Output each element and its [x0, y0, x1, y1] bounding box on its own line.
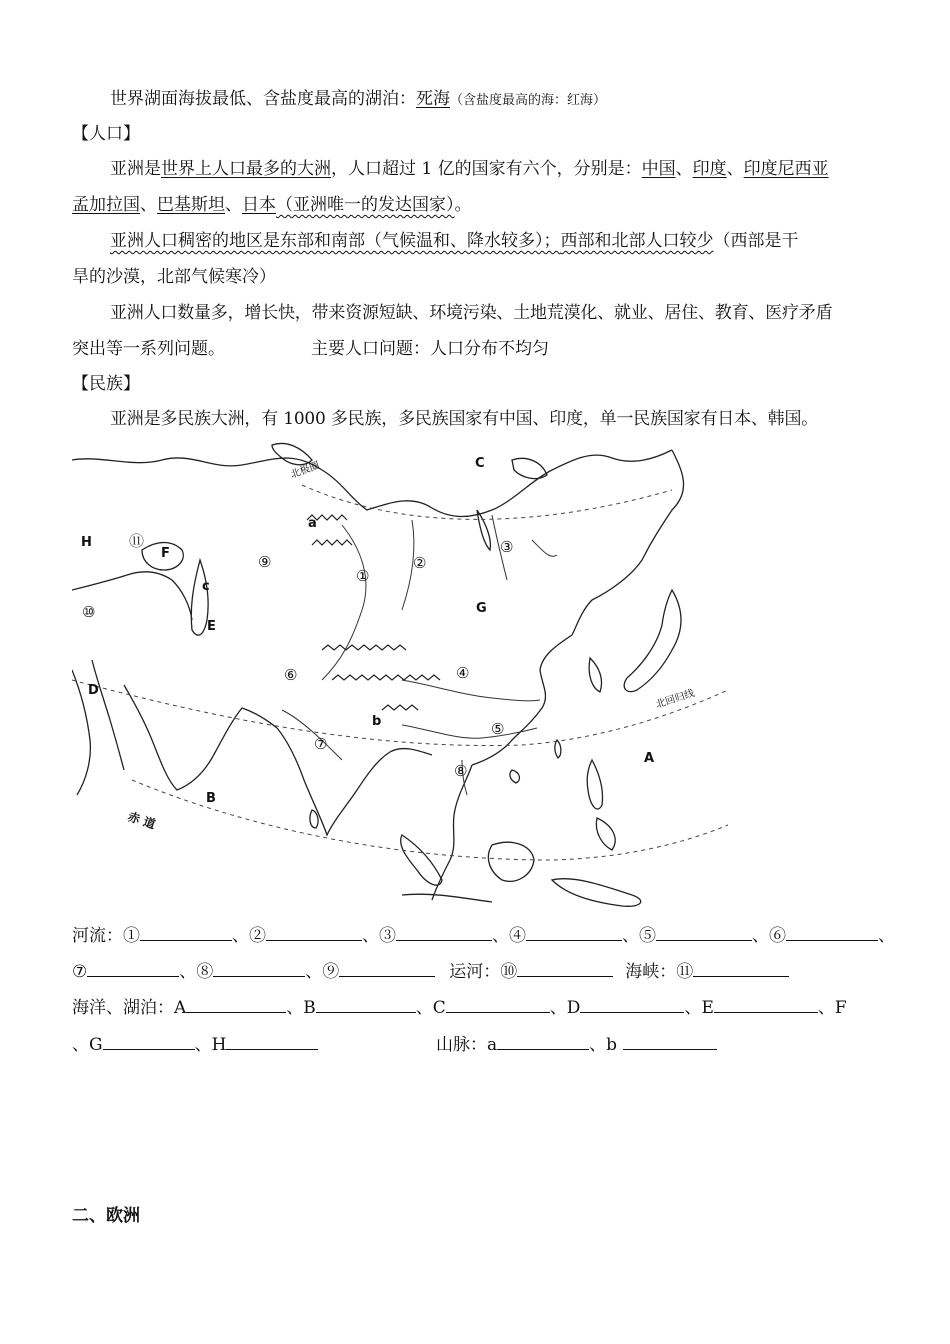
map-equator-label: 赤 道: [126, 809, 158, 832]
sea-H-letter: H: [211, 1035, 227, 1055]
p1-prefix: 亚洲是: [110, 159, 161, 179]
river-6-blank[interactable]: [786, 924, 878, 941]
population-p1-line1: [110, 158, 829, 180]
river-8-blank[interactable]: [213, 960, 305, 977]
map-label-10: ⑩: [82, 603, 96, 621]
sep: 、: [817, 998, 835, 1018]
population-p2-line2: 旱的沙漠，北部气候寒冷）: [72, 267, 276, 287]
ethnic-heading: 【民族】: [72, 374, 140, 394]
question-seas-line1: [72, 996, 847, 1019]
sep: 、: [752, 926, 769, 946]
p2-reason: （西部是干: [713, 231, 799, 251]
sep: 、: [878, 926, 895, 946]
mountain-b-blank[interactable]: [623, 1033, 717, 1050]
rivers-label: 河流：: [72, 926, 123, 946]
sea-C-letter: C: [432, 998, 446, 1018]
map-label-4: ④: [456, 664, 470, 682]
map-label-9: ⑨: [258, 553, 272, 571]
p1-japan-note: （亚洲唯一的发达国家）: [276, 195, 455, 215]
sea-A-blank[interactable]: [186, 996, 286, 1013]
sea-F-letter: F: [834, 998, 847, 1018]
p1-sep: 、: [225, 195, 242, 215]
map-label-2: ②: [413, 554, 427, 572]
lake-fact-line: [110, 88, 606, 112]
question-rivers-line1: [72, 924, 895, 947]
map-label-8: ⑧: [454, 762, 468, 780]
map-tropic-label: 北回归线: [654, 688, 696, 711]
sea-E-blank[interactable]: [714, 996, 818, 1013]
lake-fact-note: （含盐度最高的海：红海）: [450, 93, 607, 108]
river-5-num: ⑤: [639, 926, 656, 946]
strait-num: ⑪: [676, 962, 694, 982]
population-heading: 【人口】: [72, 124, 140, 144]
map-label-11: ⑪: [129, 532, 145, 550]
population-p1-line2: [72, 194, 472, 216]
strait-blank[interactable]: [693, 960, 789, 977]
mountain-a-blank[interactable]: [497, 1033, 589, 1050]
river-3-blank[interactable]: [396, 924, 492, 941]
p3-main-problem: 主要人口问题：人口分布不均匀: [311, 339, 549, 359]
seas-label: 海洋、湖泊：: [72, 998, 174, 1018]
mountain-b-letter: b: [606, 1035, 618, 1055]
sep: 、: [589, 1035, 607, 1055]
sep: 、: [72, 1035, 89, 1055]
sea-B-letter: B: [303, 998, 316, 1018]
p1-sep: 、: [675, 159, 693, 179]
p1-country-bangladesh: 孟加拉国: [72, 195, 140, 215]
question-mountains: [436, 1033, 717, 1056]
sea-H-blank[interactable]: [226, 1033, 318, 1050]
map-label-B: B: [206, 791, 216, 806]
population-p3-line2: [72, 338, 549, 360]
p1-country-indonesia: 印度尼西亚: [743, 159, 829, 179]
canal-num: ⑩: [500, 962, 518, 982]
river-5-blank[interactable]: [656, 924, 752, 941]
sea-G-letter: G: [89, 1035, 103, 1055]
river-4-blank[interactable]: [526, 924, 622, 941]
river-4-num: ④: [509, 926, 526, 946]
map-label-1: ①: [356, 567, 370, 585]
map-label-5: ⑤: [491, 720, 505, 738]
river-7-blank[interactable]: [87, 960, 179, 977]
p1-country-japan: 日本: [242, 195, 276, 215]
sea-B-blank[interactable]: [316, 996, 416, 1013]
sep: 、: [549, 998, 567, 1018]
map-label-3: ③: [500, 538, 514, 556]
map-label-E: E: [207, 619, 216, 634]
sep: 、: [194, 1035, 212, 1055]
population-p3-line1: 亚洲人口数量多，增长快，带来资源短缺、环境污染、土地荒漠化、就业、居住、教育、医疗矛盾: [110, 303, 833, 323]
sep: 、: [305, 962, 323, 982]
ethnic-p1: 亚洲是多民族大洲，有 1000 多民族，多民族国家有中国、印度，单一民族国家有日本、韩国。: [110, 409, 819, 429]
sep: 、: [415, 998, 433, 1018]
p3-problems: 突出等一系列问题。: [72, 339, 225, 359]
map-label-a: a: [308, 516, 317, 531]
canal-label: 运河：: [449, 962, 501, 982]
sea-E-letter: E: [701, 998, 714, 1018]
map-label-b: b: [372, 714, 382, 729]
canal-blank[interactable]: [517, 960, 613, 977]
sea-C-blank[interactable]: [446, 996, 550, 1013]
sea-D-blank[interactable]: [580, 996, 684, 1013]
section-europe-title: 二、欧洲: [72, 1206, 140, 1226]
population-p2-line1: [110, 230, 799, 252]
river-8-num: ⑧: [196, 962, 214, 982]
river-9-blank[interactable]: [339, 960, 435, 977]
question-seas-line2: [72, 1033, 318, 1056]
sep: 、: [622, 926, 639, 946]
river-3-num: ③: [379, 926, 396, 946]
map-arctic-circle-label: 北极圈: [289, 460, 322, 481]
sep: 、: [684, 998, 702, 1018]
p1-country-china: 中国: [641, 159, 676, 179]
p1-most-populous: 世界上人口最多的大洲: [161, 159, 331, 179]
river-1-blank[interactable]: [140, 924, 232, 941]
lake-fact-prefix: 世界湖面海拔最低、含盐度最高的湖泊：: [110, 89, 416, 109]
p1-country-pakistan: 巴基斯坦: [157, 195, 225, 215]
p1-country-india: 印度: [692, 159, 727, 179]
p1-mid: ，人口超过 1 亿的国家有六个，分别是：: [331, 159, 642, 179]
lake-fact-answer: 死海: [416, 89, 450, 109]
sep: 、: [492, 926, 509, 946]
mountains-label: 山脉：: [436, 1035, 487, 1055]
river-9-num: ⑨: [322, 962, 340, 982]
river-6-num: ⑥: [769, 926, 786, 946]
river-1-num: ①: [123, 926, 140, 946]
p1-sep: 、: [726, 159, 744, 179]
p2-dense-regions: 亚洲人口稠密的地区是东部和南部（气候温和、降水较多）；: [110, 231, 561, 251]
map-label-H: H: [81, 535, 92, 550]
sea-G-blank[interactable]: [103, 1033, 195, 1050]
asia-map: [72, 440, 728, 908]
map-label-7: ⑦: [314, 735, 328, 753]
mountain-a-letter: a: [487, 1035, 498, 1055]
map-label-c: c: [202, 579, 210, 594]
sep: 、: [362, 926, 379, 946]
river-2-num: ②: [249, 926, 266, 946]
map-label-C: C: [475, 456, 485, 471]
river-2-blank[interactable]: [266, 924, 362, 941]
sea-A-letter: A: [174, 998, 187, 1018]
p2-sparse-regions: 西部和北部人口较少: [560, 231, 714, 251]
map-label-F: F: [161, 546, 170, 561]
sep: 、: [286, 998, 304, 1018]
sep: 、: [179, 962, 197, 982]
p1-end: 。: [454, 195, 472, 215]
map-label-6: ⑥: [284, 666, 298, 684]
map-label-G: G: [476, 601, 487, 616]
sea-D-letter: D: [566, 998, 581, 1018]
strait-label: 海峡：: [625, 962, 677, 982]
map-label-D: D: [88, 683, 99, 698]
map-label-A: A: [644, 751, 655, 766]
p1-sep: 、: [140, 195, 157, 215]
question-rivers-line2: [72, 960, 789, 983]
river-7-num: ⑦: [72, 962, 88, 982]
sep: 、: [232, 926, 249, 946]
